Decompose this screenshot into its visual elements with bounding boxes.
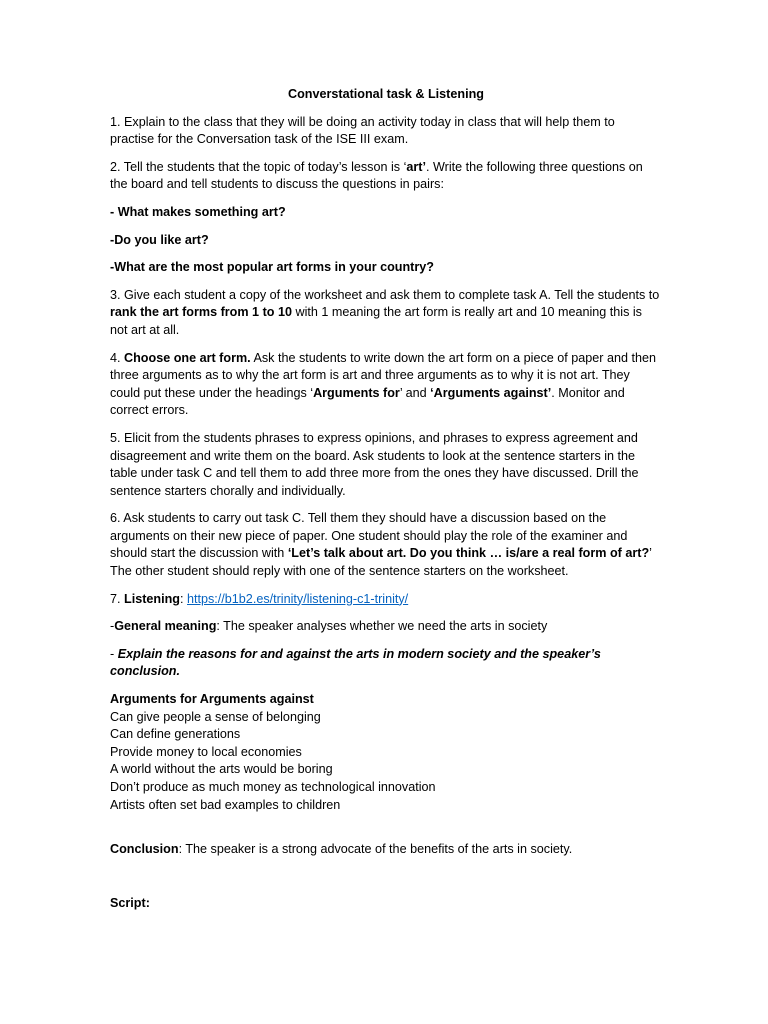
- explain-dash: -: [110, 646, 118, 661]
- conclusion-label: Conclusion: [110, 842, 179, 857]
- step-3-text-a: 3. Give each student a copy of the worksheet and ask them to complete task A. Tell the students to: [110, 287, 660, 302]
- step-2-text-a: 2. Tell the students that the topic of today’s lesson is ‘: [110, 159, 407, 174]
- step-4-text-g: . Monitor and correct errors.: [110, 385, 625, 418]
- step-3-paragraph: [110, 287, 662, 340]
- step-4-choose: Choose one art form.: [124, 350, 251, 365]
- step-6-text-c: ’ The other student should reply with one of the sentence starters on the worksheet.: [110, 546, 652, 579]
- step-4-args-for: Arguments for: [313, 385, 400, 400]
- question-2: -Do you like art?: [110, 232, 209, 247]
- step-5-paragraph: 5. Elicit from the students phrases to express opinions, and phrases to express agreement and disagreement and write them on the board. Ask students to look at the sentence starters in the table under task C and tell them to add three more from the ones they have discussed. Drill the sentence starters chorally and individually.: [110, 430, 639, 498]
- step-7-paragraph: [110, 591, 662, 609]
- argument-item: Can define generations: [110, 727, 241, 742]
- general-meaning: [110, 618, 662, 636]
- arguments-heading: Arguments for Arguments against: [110, 692, 314, 707]
- question-3: -What are the most popular art forms in your country?: [110, 260, 434, 275]
- argument-item: Provide money to local economies: [110, 744, 302, 759]
- argument-item: Don’t produce as much money as technological innovation: [110, 780, 436, 794]
- step-4-text-c: Ask the students to write down the art form on a piece of paper and then three arguments as to why the art form is art and three arguments as to why it is not art. They could put these under the headings ‘: [110, 350, 657, 400]
- step-4-paragraph: [110, 350, 662, 420]
- step-3-text-c: with 1 meaning the art form is really art and 10 meaning this is not art at all.: [110, 305, 642, 337]
- step-6-starter: ‘Let’s talk about art. Do you think … is/are a real form of art?: [287, 546, 650, 561]
- general-meaning-label: General meaning: [114, 619, 217, 634]
- step-4-args-against: ‘Arguments against’: [430, 385, 552, 400]
- argument-item: Artists often set bad examples to children: [110, 797, 341, 812]
- step-2-paragraph: [110, 159, 662, 194]
- step-3-rank: rank the art forms from 1 to 10: [110, 305, 292, 320]
- listening-link[interactable]: https://b1b2.es/trinity/listening-c1-trinity/: [187, 591, 409, 606]
- explain-reasons-text: Explain the reasons for and against the arts in modern society and the speaker’s conclusion.: [110, 646, 601, 679]
- step-7-listening: Listening: [124, 591, 180, 606]
- step-6-text-a: 6. Ask students to carry out task C. Tell them they should have a discussion based on the arguments on their new piece of paper. One student should play the role of the examiner and should start the discussion with: [110, 511, 628, 561]
- script-label: Script:: [110, 895, 150, 910]
- step-1-paragraph: 1. Explain to the class that they will be doing an activity today in class that will help them to practise for the Conversation task of the ISE III exam.: [110, 114, 615, 147]
- conclusion-text: : The speaker is a strong advocate of the benefits of the arts in society.: [178, 842, 573, 857]
- step-7-text-a: 7.: [110, 591, 125, 606]
- general-dash: -: [110, 619, 115, 634]
- step-2-topic: art’: [406, 159, 426, 174]
- page-title: Converstational task & Listening: [288, 87, 484, 101]
- arguments-list: [110, 691, 662, 814]
- argument-item: Can give people a sense of belonging: [110, 709, 321, 724]
- step-7-text-c: :: [180, 591, 187, 606]
- question-1: - What makes something art?: [110, 204, 286, 219]
- step-4-text-a: 4.: [110, 350, 125, 365]
- explain-reasons: [110, 646, 662, 681]
- general-meaning-text: : The speaker analyses whether we need the arts in society: [216, 619, 548, 634]
- step-6-paragraph: [110, 510, 662, 580]
- step-2-text-c: . Write the following three questions on the board and tell students to discuss the questions in pairs:: [110, 159, 643, 192]
- step-4-text-e: ’ and: [399, 385, 431, 400]
- document-page: [110, 86, 662, 922]
- conclusion: [110, 841, 662, 859]
- argument-item: A world without the arts would be boring: [110, 762, 333, 777]
